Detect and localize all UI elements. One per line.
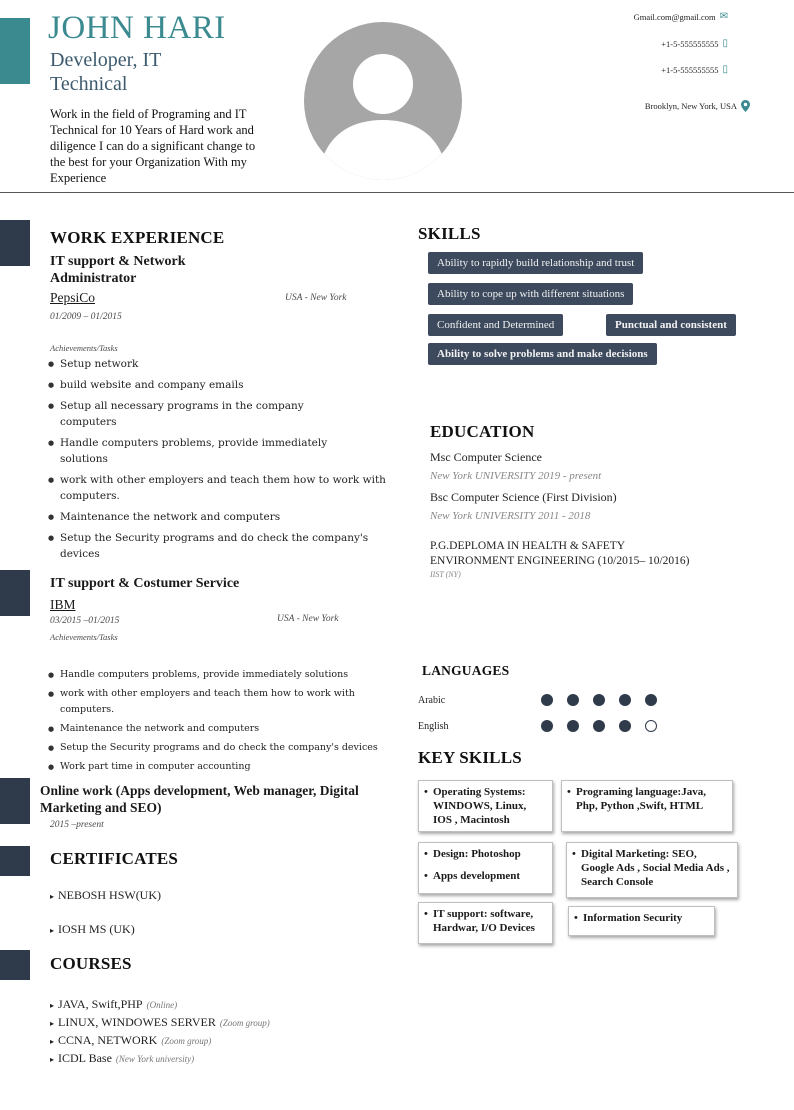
key-skill-item: • Operating Systems: WINDOWS, Linux, IOS , Macintosh <box>433 785 546 827</box>
location-text: Brooklyn, New York, USA <box>644 101 737 111</box>
job-location: USA - New York <box>285 293 347 303</box>
course-item <box>50 1032 270 1050</box>
certificate-item <box>50 888 161 903</box>
language-name: English <box>418 721 449 732</box>
resume-name: JOHN HARI <box>48 10 226 46</box>
header-accent-block <box>0 18 30 84</box>
key-skill-item: • Programing language:Java, Php, Python ,Swift, HTML <box>576 785 726 813</box>
bullet-icon: ▸ <box>50 1019 55 1028</box>
tasks-label: Achievements/Tasks <box>50 343 118 353</box>
rating-dot-filled <box>541 720 553 732</box>
job-dates: 01/2009 – 01/2015 <box>50 312 122 322</box>
mail-icon: ✉ <box>719 11 728 22</box>
skill-pill: Ability to solve problems and make decisions <box>428 343 657 365</box>
certificate-label: NEBOSH HSW(UK) <box>58 888 162 902</box>
key-skill-box <box>418 780 553 832</box>
course-note: (Zoom group) <box>219 1018 270 1028</box>
online-work-title: Online work (Apps development, Web manager, Digital Marketing and SEO) <box>40 783 359 815</box>
languages-heading: LANGUAGES <box>422 663 510 678</box>
list-item: ● Setup network <box>48 356 388 372</box>
contact-email[interactable] <box>634 11 728 22</box>
key-skill-box <box>561 780 733 832</box>
job-location: USA - New York <box>277 614 339 624</box>
course-name: ICDL Base <box>58 1051 112 1065</box>
list-item: ● Maintenance the network and computers <box>48 721 388 737</box>
skill-pill: Punctual and consistent <box>606 314 736 336</box>
list-item: ● work with other employers and teach them how to work with computers. <box>48 472 395 504</box>
rating-dot-filled <box>541 694 553 706</box>
section-marker <box>0 846 30 876</box>
contact-phone-2[interactable] <box>661 64 728 75</box>
course-name: JAVA, Swift,PHP <box>58 997 143 1011</box>
certificate-label: IOSH MS (UK) <box>58 922 135 936</box>
course-note: (Online) <box>146 1000 178 1010</box>
section-marker <box>0 570 30 616</box>
course-name: LINUX, WINDOWES SERVER <box>58 1015 216 1029</box>
bullet-icon: ▸ <box>50 1001 55 1010</box>
rating-dot-filled <box>619 694 631 706</box>
certificate-item <box>50 922 135 937</box>
job-title-header: Developer, IT Technical <box>50 49 162 95</box>
section-marker <box>0 950 30 980</box>
rating-dot-filled <box>593 720 605 732</box>
courses-heading: COURSES <box>50 954 132 973</box>
task-list <box>48 356 388 562</box>
company-name: IBM <box>50 597 76 612</box>
job-dates: 03/2015 –01/2015 <box>50 616 120 626</box>
list-item: ● work with other employers and teach them how to work with computers. <box>48 686 388 718</box>
bullet-icon: ▸ <box>50 1037 55 1046</box>
course-item <box>50 996 270 1014</box>
key-skill-box <box>418 902 553 944</box>
skills-heading: SKILLS <box>418 224 481 243</box>
course-item <box>50 1014 270 1032</box>
job-title: IT support & Costumer Service <box>50 576 240 591</box>
list-item: ● build website and company emails <box>48 377 388 393</box>
course-list <box>50 996 270 1068</box>
skill-pill: Ability to rapidly build relationship and trust <box>428 252 643 274</box>
phone-icon: ▯ <box>722 38 728 49</box>
rating-dot-empty <box>645 720 657 732</box>
rating-dot-filled <box>567 694 579 706</box>
rating-dot-filled <box>645 694 657 706</box>
summary-text: Work in the field of Programing and IT Technical for 10 Years of Hard work and diligence I can do a significant change to the best for your Organization With my Experience <box>50 107 256 185</box>
phone-text: +1-5-555555555 <box>661 38 719 49</box>
contact-phone-1[interactable] <box>661 38 728 49</box>
rating-dot-filled <box>593 694 605 706</box>
course-note: (Zoom group) <box>161 1036 212 1046</box>
key-skill-box <box>566 842 738 898</box>
company-name: PepsiCo <box>50 290 96 305</box>
key-skill-box <box>568 906 715 936</box>
location-pin-icon <box>741 100 750 112</box>
list-item: ● Work part time in computer accounting <box>48 759 388 775</box>
job-title: IT support & Network Administrator <box>50 254 186 286</box>
diploma-line-2 <box>430 555 689 567</box>
course-note: (New York university) <box>115 1054 195 1064</box>
section-marker <box>0 778 30 824</box>
phone-icon: ▯ <box>722 64 728 75</box>
header-divider <box>0 192 794 193</box>
rating-dot-filled <box>619 720 631 732</box>
bullet-icon: ▸ <box>50 1055 55 1064</box>
key-skill-item: • Digital Marketing: SEO, Google Ads , Social Media Ads , Search Console <box>581 847 731 889</box>
education-heading: EDUCATION <box>430 422 535 441</box>
key-skill-item: • Design: Photoshop <box>433 847 546 861</box>
key-skill-item: • Apps development <box>433 869 546 883</box>
list-item: ● Setup all necessary programs in the company computers <box>48 398 320 430</box>
skill-pill: Confident and Determined <box>428 314 563 336</box>
section-marker <box>0 220 30 266</box>
course-name: CCNA, NETWORK <box>58 1033 158 1047</box>
rating-dot-filled <box>567 720 579 732</box>
degree: Bsc Computer Science (First Division) <box>430 490 617 504</box>
diploma-school: IIST (NY) <box>430 570 461 579</box>
key-skill-item: • Information Security <box>583 911 708 925</box>
list-item: ● Maintenance the network and computers <box>48 509 388 525</box>
online-work-dates: 2015 –present <box>50 820 104 830</box>
list-item: ● Handle computers problems, provide immediately solutions <box>48 667 388 683</box>
task-list <box>48 667 388 775</box>
degree: Msc Computer Science <box>430 450 542 464</box>
diploma-dates: (10/2015– 10/2016) <box>597 555 690 567</box>
list-item: ● Setup the Security programs and do check the company's devices <box>48 530 380 562</box>
email-text: Gmail.com@gmail.com <box>633 11 716 22</box>
key-skill-box <box>418 842 553 894</box>
list-item: ● Setup the Security programs and do check the company's devices <box>48 740 388 756</box>
bullet-icon: ▸ <box>50 926 55 935</box>
diploma-line-1: P.G.DEPLOMA IN HEALTH & SAFETY <box>430 540 626 552</box>
language-name: Arabic <box>418 695 446 706</box>
list-item: ● Handle computers problems, provide immediately solutions <box>48 435 350 467</box>
course-item <box>50 1050 270 1068</box>
avatar-placeholder <box>304 22 462 180</box>
bullet-icon: ▸ <box>50 892 55 901</box>
tasks-label: Achievements/Tasks <box>50 632 118 642</box>
skill-pill: Ability to cope up with different situations <box>428 283 633 305</box>
work-heading: WORK EXPERIENCE <box>50 228 225 247</box>
school: New York UNIVERSITY 2011 - 2018 <box>430 510 591 522</box>
phone-text: +1-5-555555555 <box>661 64 719 75</box>
key-skills-heading: KEY SKILLS <box>418 748 522 767</box>
key-skill-item: • IT support: software, Hardwar, I/O Devices <box>433 907 546 935</box>
diploma-title: ENVIRONMENT ENGINEERING <box>430 555 595 567</box>
school: New York UNIVERSITY 2019 - present <box>430 470 602 482</box>
certificates-heading: CERTIFICATES <box>50 849 179 868</box>
contact-location <box>645 100 750 112</box>
